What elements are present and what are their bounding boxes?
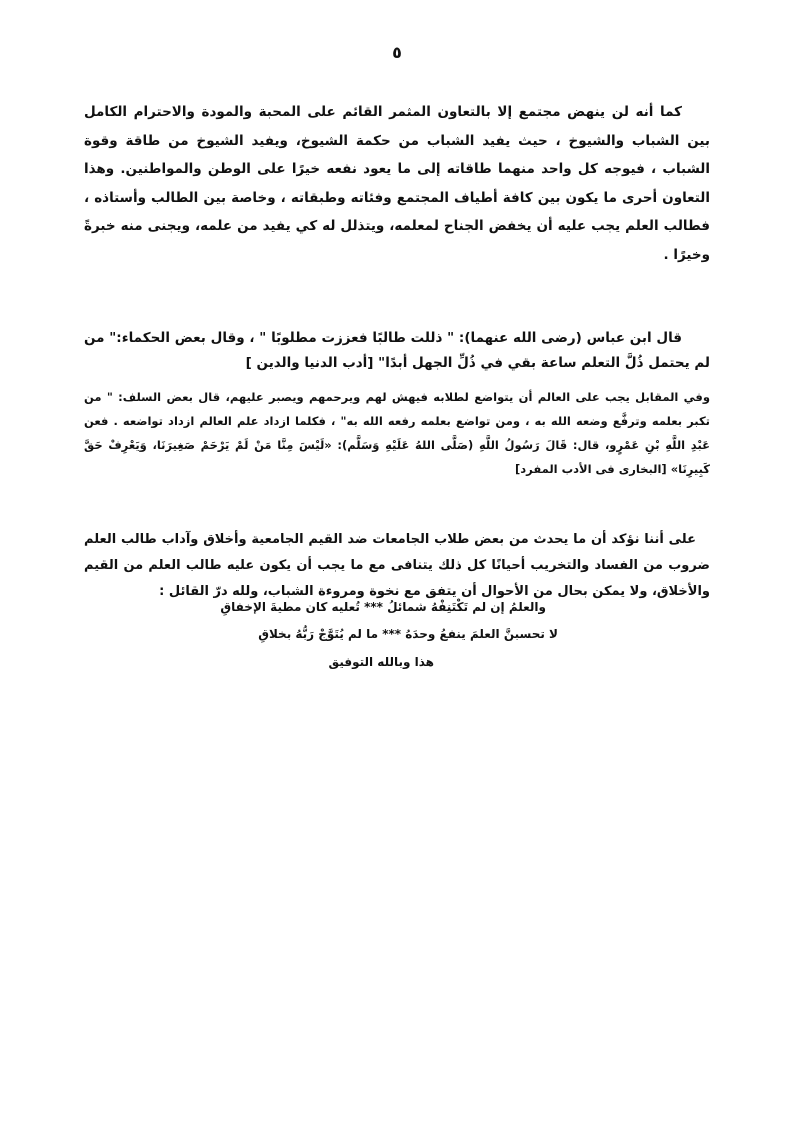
paragraph-ibn-abbas-quote: قال ابن عباس (رضى الله عنهما): " ذللت طالبًا فعززت مطلوبًا " ، وقال بعض الحكماء:" من لم يحتمل ذُلَّ التعلم ساعة بقي في ذُلِّ الجهل أبدًا" [أدب الدنيا والدين ] [84,330,710,371]
poem-verse-1: والعلمُ إن لم تَكْتَنِفْهُ شمائلُ *** تُعليه كان مطيةَ الإخفاقِ [220,600,546,614]
poem-verse-2: لا تحسبنَّ العلمَ ينفعُ وحدَهُ *** ما لم يُتَوَّجْ رَبُّهُ بخلاقِ [258,627,558,641]
closing-line: هذا وبالله التوفيق [328,655,434,669]
paragraph-cooperation: كما أنه لن ينهض مجتمع إلا بالتعاون المثمر القائم على المحبة والمودة والاحترام الكامل بين الشباب والشيوخ ، حيث يفيد الشباب من حكمة الشيوخ، ويفيد الشيوخ من طاقة وقوة الشباب ، فيوجه كل واحد منهما طاقاته إلى ما يعود نفعه خيرًا على الوطن والمواطنين. وهذا التعاون أحرى ما يكون بين كافة أطياف المجتمع وفئاته وطبقاته ، وخاصة بين الطالب وأستاذه ، فطالب العلم يجب عليه أن يخفض الجناح لمعلمه، ويتذلل له كي يفيد من علمه، ويجنى منه خبرةً وخيرًا . [84,104,710,263]
paragraph-scholar-humility: وفي المقابل يجب على العالم أن يتواضع لطلابه فيهش لهم ويرحمهم ويصبر عليهم، قال بعض السلف: " من تكبر بعلمه وترفَّع وضعه الله به ، ومن تواضع بعلمه رفعه الله به" ، فكلما ازداد علم العالم ازداد تواضعه . فعن عَبْدِ اللَّهِ بْنِ عَمْرٍو، قال: قَالَ رَسُولُ اللَّهِ (صَلَّى اللهُ عَلَيْهِ وَسَلَّم): «لَيْسَ مِنَّا مَنْ لَمْ يَرْحَمْ صَغِيرَنَا، وَيَعْرِفْ حَقَّ كَبِيرِنَا» [البخارى فى الأدب المفرد] [84,390,710,476]
paragraph-university-values: على أننا نؤكد أن ما يحدث من بعض طلاب الجامعات ضد القيم الجامعية وأخلاق وآداب طالب العلم ضروب من الفساد والتخريب أحيانًا كل ذلك يتنافى مع ما يجب أن يكون عليه طالب العلم من القيم والأخلاق، ولا يمكن بحال من الأحوال أن يتفق مع نخوة ومروءة الشباب، ولله درّ القائل : [84,532,710,599]
page-number: ٥ [392,43,402,62]
